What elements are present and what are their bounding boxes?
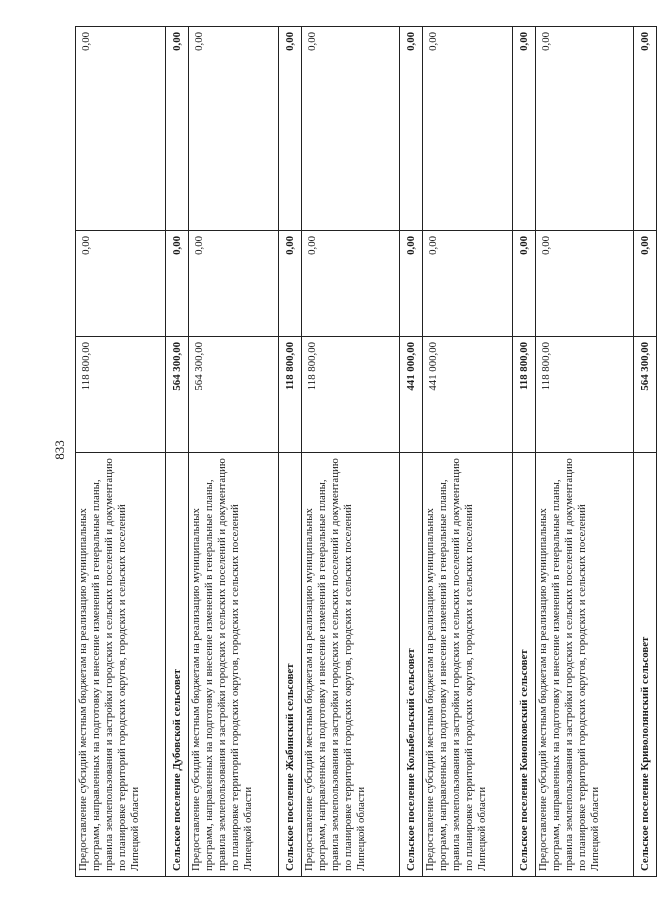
section-row bbox=[634, 27, 657, 877]
value-cell: 441 000,00 bbox=[400, 337, 423, 453]
section-title: Сельское поселение Конопковский сельсовет bbox=[513, 453, 536, 877]
value-cell: 0,00 bbox=[423, 27, 513, 231]
value-cell: 118 800,00 bbox=[76, 337, 166, 453]
value-cell: 0,00 bbox=[423, 231, 513, 337]
section-row bbox=[400, 27, 423, 877]
section-row bbox=[513, 27, 536, 877]
value-cell: 564 300,00 bbox=[166, 337, 189, 453]
value-cell: 0,00 bbox=[400, 231, 423, 337]
section-row bbox=[279, 27, 302, 877]
value-cell: 118 800,00 bbox=[536, 337, 634, 453]
value-cell: 0,00 bbox=[634, 27, 657, 231]
value-cell: 0,00 bbox=[166, 27, 189, 231]
value-cell: 0,00 bbox=[634, 231, 657, 337]
value-cell: 0,00 bbox=[279, 231, 302, 337]
value-cell: 0,00 bbox=[536, 231, 634, 337]
value-cell: 118 800,00 bbox=[513, 337, 536, 453]
table-row bbox=[76, 27, 166, 877]
value-cell: 0,00 bbox=[76, 231, 166, 337]
value-cell: 564 300,00 bbox=[189, 337, 279, 453]
value-cell: 0,00 bbox=[279, 27, 302, 231]
value-cell: 564 300,00 bbox=[634, 337, 657, 453]
value-cell: 118 800,00 bbox=[279, 337, 302, 453]
row-description: Предоставление субсидий местным бюджетам на реализацию муниципальных программ, направленных на подготовку и внесение изменений в генеральные планы, правила землепользования и застройки городских и сельских поселений и документацию по планировке территорий городских округов, городских и сельских поселений Липецкой области bbox=[423, 453, 513, 877]
value-cell: 441 000,00 bbox=[423, 337, 513, 453]
value-cell: 0,00 bbox=[166, 231, 189, 337]
row-description: Предоставление субсидий местным бюджетам на реализацию муниципальных программ, направленных на подготовку и внесение изменений в генеральные планы, правила землепользования и застройки городских и сельских поселений и документацию по планировке территорий городских округов, городских и сельских поселений Липецкой области bbox=[536, 453, 634, 877]
value-cell: 0,00 bbox=[76, 27, 166, 231]
value-cell: 0,00 bbox=[513, 27, 536, 231]
row-description: Предоставление субсидий местным бюджетам на реализацию муниципальных программ, направленных на подготовку и внесение изменений в генеральные планы, правила землепользования и застройки городских и сельских поселений и документацию по планировке территорий городских округов, городских и сельских поселений Липецкой области bbox=[76, 453, 166, 877]
budget-table bbox=[75, 26, 657, 877]
section-title: Сельское поселение Дубовской сельсовет bbox=[166, 453, 189, 877]
section-title: Сельское поселение Колыбельский сельсовет bbox=[400, 453, 423, 877]
value-cell: 0,00 bbox=[302, 27, 400, 231]
table-row bbox=[302, 27, 400, 877]
page-number: 833 bbox=[52, 440, 67, 460]
row-description: Предоставление субсидий местным бюджетам на реализацию муниципальных программ, направленных на подготовку и внесение изменений в генеральные планы, правила землепользования и застройки городских и сельских поселений и документацию по планировке территорий городских округов, городских и сельских поселений Липецкой области bbox=[302, 453, 400, 877]
section-row bbox=[166, 27, 189, 877]
row-description: Предоставление субсидий местным бюджетам на реализацию муниципальных программ, направленных на подготовку и внесение изменений в генеральные планы, правила землепользования и застройки городских и сельских поселений и документацию по планировке территорий городских округов, городских и сельских поселений Липецкой области bbox=[189, 453, 279, 877]
value-cell: 0,00 bbox=[189, 231, 279, 337]
value-cell: 0,00 bbox=[513, 231, 536, 337]
value-cell: 0,00 bbox=[536, 27, 634, 231]
value-cell: 0,00 bbox=[189, 27, 279, 231]
table-row bbox=[189, 27, 279, 877]
rotated-page bbox=[75, 27, 651, 877]
value-cell: 118 800,00 bbox=[302, 337, 400, 453]
section-title: Сельское поселение Жабинский сельсовет bbox=[279, 453, 302, 877]
value-cell: 0,00 bbox=[302, 231, 400, 337]
table-row bbox=[536, 27, 634, 877]
table-row bbox=[423, 27, 513, 877]
section-title: Сельское поселение Кривололянский сельсовет bbox=[634, 453, 657, 877]
value-cell: 0,00 bbox=[400, 27, 423, 231]
